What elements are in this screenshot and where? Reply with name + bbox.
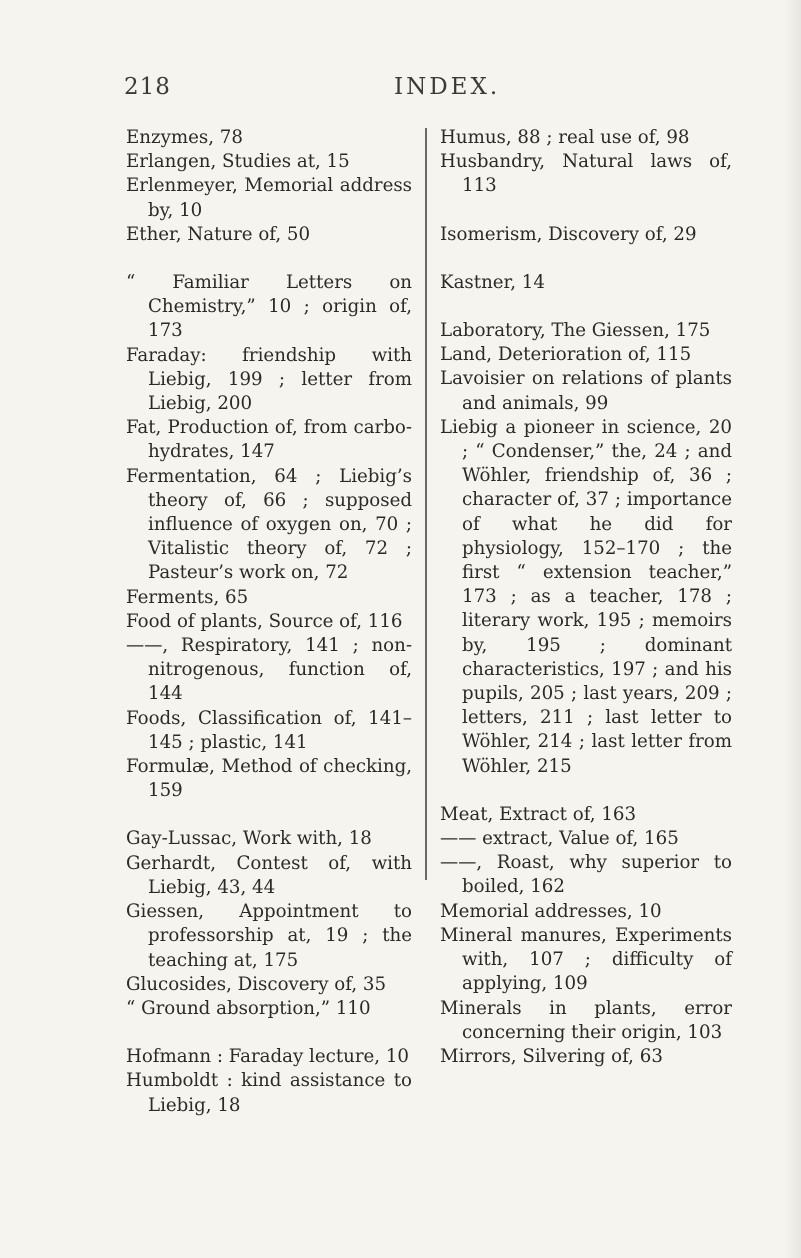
index-entry: Foods, Classification of, 141–145 ; plastic, 141: [126, 707, 412, 753]
index-column-right: [440, 126, 732, 1069]
column-divider: [425, 128, 427, 880]
index-entry: Giessen, Appointment to professorship at, 19 ; the teaching at, 175: [126, 901, 412, 971]
index-entry: Mineral manures, Experiments with, 107 ; difficulty of applying, 109: [440, 924, 732, 995]
index-entry: Fermentation, 64 ; Liebig’s theory of, 66 ; supposed influence of oxygen on, 70 ; Vitalistic theory of, 72 ; Pasteur’s work on, 72: [126, 465, 412, 584]
index-entry: “ Familiar Letters on Chemistry,” 10 ; origin of, 173: [126, 272, 412, 342]
index-entry: ——, Respiratory, 141 ; non-nitrogenous, function of, 144: [126, 635, 412, 705]
index-entry: Land, Deterioration of, 115: [440, 344, 692, 366]
index-entry: Erlangen, Studies at, 15: [126, 151, 350, 173]
index-entry: Ferments, 65: [126, 586, 249, 608]
index-entry: Hofmann : Faraday lecture, 10: [126, 1046, 410, 1068]
page-number: 218: [124, 74, 171, 100]
index-entry: Enzymes, 78: [126, 127, 243, 148]
index-entry: Lavoisier on relations of plants and animals, 99: [440, 368, 732, 414]
running-header: [0, 74, 801, 108]
index-column-left: [126, 126, 412, 1118]
index-entry: Meat, Extract of, 163: [440, 803, 637, 825]
index-entry: Humus, 88 ; real use of, 98: [440, 127, 690, 148]
index-entry: Erlenmeyer, Memorial address by, 10: [126, 175, 412, 221]
index-entry: Husbandry, Natural laws of, 113: [440, 151, 732, 197]
index-entry: Minerals in plants, error concerning their origin, 103: [440, 997, 732, 1043]
index-entry: Kastner, 14: [440, 271, 545, 293]
index-entry: Gerhardt, Contest of, with Liebig, 43, 44: [126, 852, 412, 898]
index-entry: Humboldt : kind assistance to Liebig, 18: [126, 1070, 412, 1116]
running-title: INDEX.: [394, 74, 501, 100]
index-entry: Fat, Production of, from carbo-hydrates, 147: [126, 417, 412, 463]
index-entry: Isomerism, Discovery of, 29: [440, 223, 697, 245]
index-entry: Laboratory, The Giessen, 175: [440, 320, 711, 342]
index-entry: Memorial addresses, 10: [440, 900, 662, 922]
index-entry: Food of plants, Source of, 116: [126, 610, 403, 632]
index-entry: Formulæ, Method of checking, 159: [126, 756, 412, 802]
index-entry: Mirrors, Silvering of, 63: [440, 1045, 663, 1067]
index-entry: Gay-Lussac, Work with, 18: [126, 828, 372, 850]
page-edge-shadow: [785, 0, 801, 1258]
index-entry: Glucosides, Discovery of, 35: [126, 973, 387, 995]
index-entry: —— extract, Value of, 165: [440, 828, 679, 850]
index-entry: ——, Roast, why superior to boiled, 162: [440, 852, 732, 898]
index-entry: Liebig a pioneer in science, 20 ; “ Condenser,” the, 24 ; and Wöhler, friendship of, 36 ; character of, 37 ; importance of what he did for physiology, 152–170 ; the first “ extension teacher,” 173 ; as a teacher, 178 ; literary work, 195 ; memoirs by, 195 ; dominant characteristics, 197 ; and his pupils, 205 ; last years, 209 ; letters, 211 ; last letter to Wöhler, 214 ; last letter from Wöhler, 215: [440, 416, 732, 777]
index-entry: Ether, Nature of, 50: [126, 223, 311, 245]
index-entry: “ Ground absorption,” 110: [126, 997, 371, 1019]
index-entry: Faraday: friendship with Liebig, 199 ; letter from Liebig, 200: [126, 344, 412, 415]
